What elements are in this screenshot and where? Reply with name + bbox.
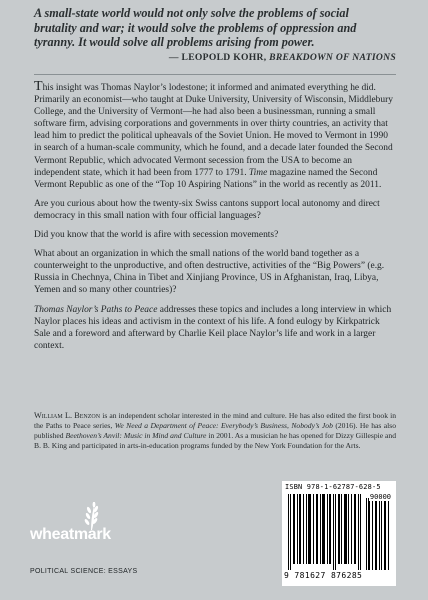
drop-cap: T bbox=[34, 79, 43, 94]
blurb-paragraph-4: What about an organization in which the small nations of the world band together as a counterweight to the unproductive, and often destructive, activities of the “Big Powers” (e.g. Russia in Chechnya, China in Tibet and Xinjiang Province, US in Afghanistan, Iraq, Libya, Yemen and so many other countries)? bbox=[34, 249, 385, 296]
attribution-author: LEOPOLD KOHR, bbox=[181, 52, 267, 63]
attribution-book: BREAKDOWN OF NATIONS bbox=[269, 52, 396, 63]
magazine-title: Time bbox=[248, 167, 268, 178]
blurb-paragraph-2: Are you curious about how the twenty-six Swiss cantons support local autonomy and direct democracy in this small nation with four official languages? bbox=[34, 198, 380, 221]
author-bio: William L. Benzon is an independent scholar interested in the mind and culture. He has also edited the first book in the Paths to Peace series, We Need a Department of Peace: Everybody’s Business, Nobody’s Job (2016). He has also published Beethoven’s Anvil: Music in Mind and Culture in 2001. As a musician he has opened for Dizzy Gillespie and B. B. King and participated in arts-in-education programs funded by the New York Foundation for the Arts. bbox=[34, 411, 397, 450]
barcode-digits: 9 781627 876285 bbox=[284, 571, 363, 580]
blurb-paragraph-5: Thomas Naylor’s Paths to Peace addresses these topics and includes a long interview in which Naylor places his ideas and activism in the context of his life. A fond eulogy by Kirkpatrick Sale and a foreword and afterward by Charlie Keil place Naylor’s life and work in a larger context. bbox=[34, 304, 392, 351]
publisher-logo bbox=[30, 502, 142, 554]
epigraph-attribution bbox=[169, 52, 396, 63]
attribution-dash: — bbox=[168, 52, 179, 63]
section-divider bbox=[34, 74, 396, 75]
barcode bbox=[282, 481, 396, 586]
bio-book-2: Beethoven’s Anvil: Music in Mind and Culture bbox=[65, 430, 207, 440]
epigraph-quote bbox=[34, 6, 394, 50]
author-name: William L. Benzon bbox=[34, 411, 101, 420]
blurb-paragraph-1: This insight was Thomas Naylor’s lodestone; it informed and animated everything he did. Primarily an economist—who taught at Duke University, University of Wisconsin, Middlebury College, and the University of Vermont—he had also been a businessman, running a small software firm, advising corporations and governments in over thirty countries, an activity that lead him to predict the political upheavals of the Soviet Union. He moved to Vermont in 1990 in search of a human-scale community, which he found, and a decade later founded the Second Vermont Republic, which advocated Vermont secession from the USA to become an independent state, which it had been from 1777 to 1791. Time magazine named the Second Vermont Republic as one of the “Top 10 Aspiring Nations” in the world as recently as 2011. bbox=[34, 79, 393, 190]
price-code: 90000 bbox=[369, 493, 391, 501]
book-title: Thomas Naylor’s Paths to Peace bbox=[34, 304, 158, 315]
blurb bbox=[34, 79, 396, 359]
isbn-label: ISBN 978-1-62787-628-5 bbox=[285, 483, 381, 491]
epigraph-quote-text: A small-state world would not only solve the problems of social brutality and war; it would solve the problems of oppression and tyranny. It would solve all problems arising from power. bbox=[34, 6, 357, 50]
blurb-paragraph-3: Did you know that the world is afire with secession movements? bbox=[34, 230, 279, 241]
bisac-category: POLITICAL SCIENCE: ESSAYS bbox=[30, 568, 138, 575]
publisher-name: wheatmark bbox=[30, 526, 111, 543]
bio-book-1: We Need a Department of Peace: Everybody’s Business, Nobody’s Job bbox=[114, 420, 333, 430]
barcode-bars bbox=[286, 494, 392, 570]
